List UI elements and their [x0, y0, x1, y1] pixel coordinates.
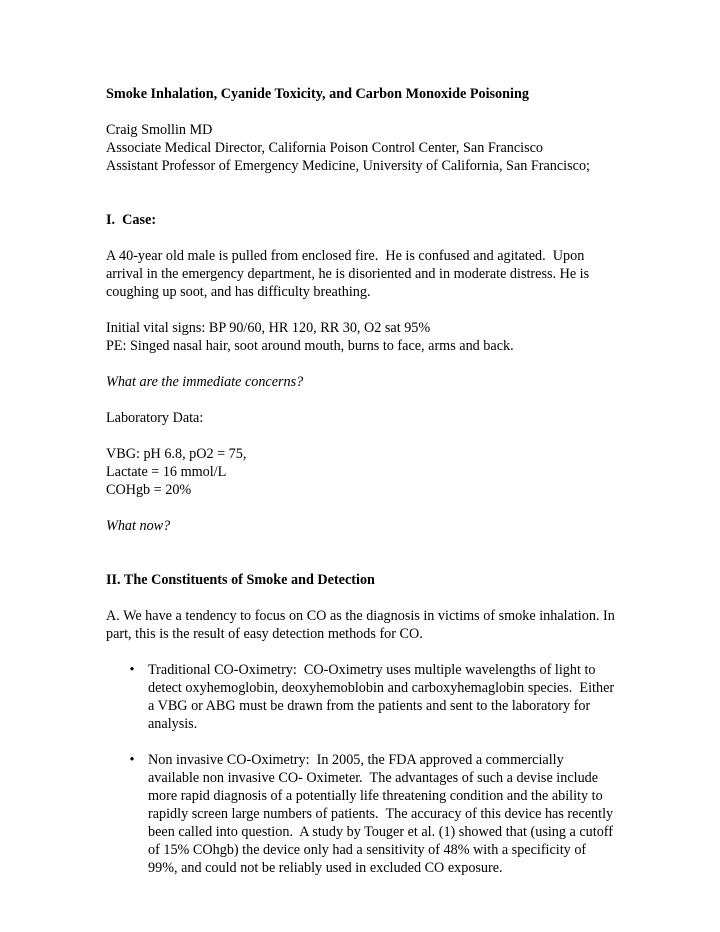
lab-line: COHgb = 20% — [106, 482, 192, 498]
document-page — [106, 85, 626, 877]
bullet-line: a VBG or ABG must be drawn from the patients and sent to the laboratory for — [148, 698, 591, 714]
section-2-intro — [106, 607, 626, 643]
detection-methods-list — [106, 661, 626, 877]
document-title: Smoke Inhalation, Cyanide Toxicity, and Carbon Monoxide Poisoning — [106, 86, 529, 102]
author-affiliation-2: Assistant Professor of Emergency Medicine, University of California, San Francisco; — [106, 158, 590, 174]
intro-line: A. We have a tendency to focus on CO as the diagnosis in victims of smoke inhalation. In — [106, 608, 615, 624]
lab-line: VBG: pH 6.8, pO2 = 75, — [106, 446, 247, 462]
section-2-heading: II. The Constituents of Smoke and Detection — [106, 572, 375, 588]
case-line: coughing up soot, and has difficulty breathing. — [106, 284, 371, 300]
bullet-line: 99%, and could not be reliably used in excluded CO exposure. — [148, 860, 503, 876]
bullet-line: analysis. — [148, 716, 198, 732]
question-what-now: What now? — [106, 518, 171, 534]
section-1-heading: I. Case: — [106, 212, 157, 228]
bullet-line: more rapid diagnosis of a potentially life threatening condition and the ability to — [148, 788, 603, 804]
bullet-line: of 15% COhgb) the device only had a sensitivity of 48% with a specificity of — [148, 842, 587, 858]
bullet-line: rapidly screen large numbers of patients. The accuracy of this device has recently — [148, 806, 614, 822]
author-name: Craig Smollin MD — [106, 122, 213, 138]
bullet-line: available non invasive CO- Oximeter. The advantages of such a devise include — [148, 770, 599, 786]
intro-line: part, this is the result of easy detection methods for CO. — [106, 626, 423, 642]
lab-data-heading: Laboratory Data: — [106, 410, 204, 426]
lab-line: Lactate = 16 mmol/L — [106, 464, 227, 480]
physical-exam: PE: Singed nasal hair, soot around mouth, burns to face, arms and back. — [106, 338, 514, 354]
vital-signs: Initial vital signs: BP 90/60, HR 120, RR 30, O2 sat 95% — [106, 320, 431, 336]
case-paragraph — [106, 247, 626, 301]
question-immediate-concerns: What are the immediate concerns? — [106, 374, 304, 390]
case-line: arrival in the emergency department, he is disoriented and in moderate distress. He is — [106, 266, 590, 282]
case-line: A 40-year old male is pulled from enclosed fire. He is confused and agitated. Upon — [106, 248, 585, 264]
list-item-noninvasive-co-oximetry — [106, 751, 626, 877]
list-item-co-oximetry — [106, 661, 626, 733]
bullet-icon: • — [129, 662, 135, 678]
list-spacer — [106, 733, 626, 751]
bullet-line: Non invasive CO-Oximetry: In 2005, the FDA approved a commercially — [148, 752, 564, 768]
lab-values — [106, 445, 626, 499]
bullet-icon: • — [129, 752, 135, 768]
bullet-line: Traditional CO-Oximetry: CO-Oximetry uses multiple wavelengths of light to — [148, 662, 596, 678]
author-affiliation-1: Associate Medical Director, California Poison Control Center, San Francisco — [106, 140, 543, 156]
bullet-line: detect oxyhemoglobin, deoxyhemoblobin and carboxyhemaglobin species. Either — [148, 680, 615, 696]
bullet-line: been called into question. A study by Touger et al. (1) showed that (using a cutoff — [148, 824, 613, 840]
